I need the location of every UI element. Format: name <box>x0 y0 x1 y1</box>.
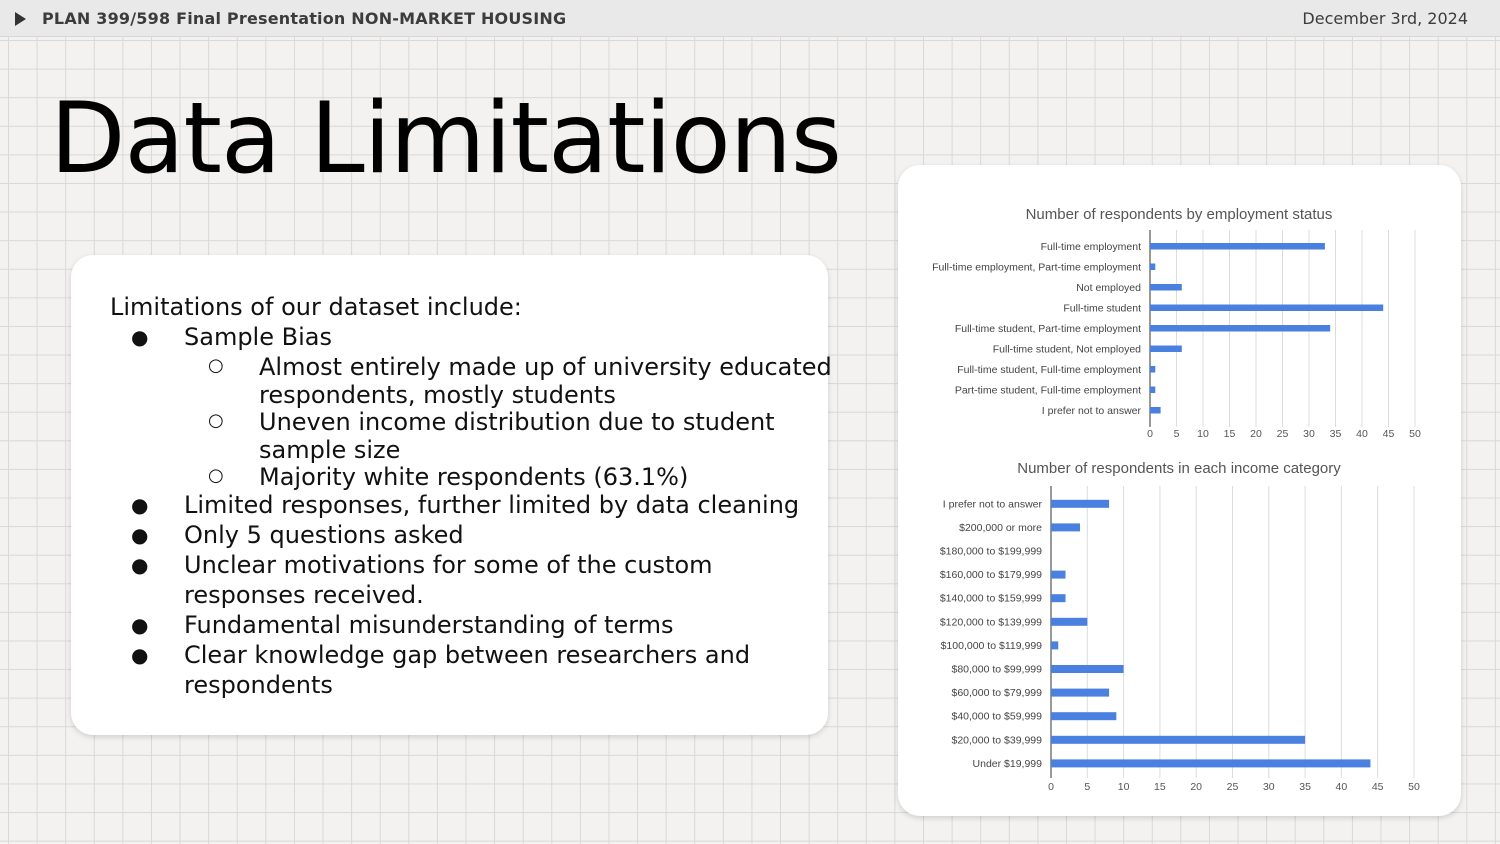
bar <box>1051 665 1124 673</box>
bar <box>1051 571 1066 579</box>
x-tick-label: 15 <box>1223 428 1236 440</box>
category-label: $20,000 to $39,999 <box>951 734 1042 747</box>
category-label: $140,000 to $159,999 <box>939 592 1042 605</box>
limitation-item-line: responses received. <box>184 580 424 609</box>
x-tick-label: 30 <box>1303 428 1315 440</box>
category-label: $40,000 to $59,999 <box>951 710 1042 723</box>
chart-title: Number of respondents in each income category <box>1017 460 1341 477</box>
page-title: Data Limitations <box>50 82 841 196</box>
bullet-icon: ● <box>131 552 149 577</box>
x-tick-label: 10 <box>1197 428 1209 440</box>
play-icon[interactable] <box>15 12 26 26</box>
limitation-item-line: Uneven income distribution due to student <box>259 408 775 436</box>
x-tick-label: 25 <box>1276 428 1289 440</box>
income-chart <box>940 460 1420 793</box>
charts-card <box>898 165 1461 816</box>
x-tick-label: 10 <box>1117 781 1130 793</box>
chart-title: Number of respondents by employment status <box>1025 206 1333 223</box>
category-label: $200,000 or more <box>959 521 1042 534</box>
bar <box>1051 594 1066 602</box>
bar <box>1150 346 1182 353</box>
bullet-icon: ● <box>131 522 149 547</box>
category-label: Full-time student, Not employed <box>992 343 1141 356</box>
bar <box>1051 712 1116 720</box>
presentation-date: December 3rd, 2024 <box>1302 9 1468 28</box>
x-tick-label: 35 <box>1299 781 1311 793</box>
bar <box>1150 305 1383 312</box>
category-label: Not employed <box>1076 281 1141 294</box>
category-label: $100,000 to $119,999 <box>940 639 1042 652</box>
x-tick-label: 30 <box>1262 781 1275 793</box>
x-tick-label: 45 <box>1382 428 1395 440</box>
category-label: $120,000 to $139,999 <box>939 616 1042 629</box>
bar <box>1150 366 1155 373</box>
x-tick-label: 0 <box>1048 781 1054 793</box>
x-tick-label: 40 <box>1356 428 1368 440</box>
top-bar <box>0 0 1500 37</box>
x-tick-label: 5 <box>1173 428 1180 440</box>
x-tick-label: 0 <box>1147 428 1153 440</box>
bar <box>1150 284 1182 291</box>
limitations-heading: Limitations of our dataset include: <box>110 293 522 321</box>
limitation-item-line: respondents, mostly students <box>259 380 616 409</box>
x-tick-label: 20 <box>1190 781 1203 793</box>
limitation-item-line: Almost entirely made up of university educated <box>259 353 832 381</box>
bar <box>1150 243 1325 250</box>
x-tick-label: 40 <box>1335 781 1348 793</box>
category-label: $180,000 to $199,999 <box>939 545 1042 558</box>
limitations-card <box>71 255 832 735</box>
sub-bullet-icon: ○ <box>208 355 224 376</box>
x-tick-label: 45 <box>1371 781 1384 793</box>
bar <box>1051 618 1087 626</box>
bullet-icon: ● <box>131 492 149 517</box>
bullet-icon: ● <box>131 325 149 349</box>
limitation-item-line: Clear knowledge gap between researchers and <box>184 640 751 669</box>
x-tick-label: 15 <box>1154 781 1166 793</box>
category-label: Full-time student <box>1063 302 1141 315</box>
presentation-title: PLAN 399/598 Final Presentation NON-MARKET HOUSING <box>42 9 567 28</box>
category-label: Under $19,999 <box>972 757 1042 770</box>
limitation-item-line: respondents <box>184 670 333 699</box>
bar <box>1051 759 1370 767</box>
bar <box>1051 500 1109 508</box>
bar <box>1150 264 1155 271</box>
x-tick-label: 50 <box>1409 428 1421 440</box>
bullet-icon: ● <box>131 642 149 667</box>
category-label: $80,000 to $99,999 <box>951 663 1042 676</box>
x-tick-label: 20 <box>1250 428 1262 440</box>
bar <box>1051 641 1058 649</box>
category-label: Full-time employment <box>1040 240 1141 253</box>
category-label: $160,000 to $179,999 <box>939 569 1042 582</box>
sub-bullet-icon: ○ <box>208 465 224 486</box>
limitation-item-line: Fundamental misunderstanding of terms <box>184 610 674 639</box>
category-label: I prefer not to answer <box>1041 404 1141 417</box>
category-label: Full-time student, Part-time employment <box>954 322 1141 335</box>
category-label: Full-time employment, Part-time employment <box>932 261 1141 274</box>
x-tick-label: 35 <box>1329 428 1342 440</box>
x-tick-label: 5 <box>1084 781 1091 793</box>
bar <box>1150 325 1330 332</box>
limitation-item-line: Unclear motivations for some of the custom <box>184 550 713 579</box>
bar <box>1051 736 1305 744</box>
category-label: Part-time student, Full-time employment <box>954 384 1141 397</box>
x-tick-label: 25 <box>1226 781 1239 793</box>
category-label: $60,000 to $79,999 <box>951 687 1042 700</box>
limitation-item-line: Only 5 questions asked <box>184 520 464 549</box>
x-tick-label: 50 <box>1408 781 1420 793</box>
limitation-item-line: Limited responses, further limited by data cleaning <box>184 490 800 519</box>
category-label: I prefer not to answer <box>942 498 1042 511</box>
sub-bullet-icon: ○ <box>208 410 224 431</box>
bar <box>1051 689 1109 697</box>
charts-svg <box>898 165 1461 816</box>
limitation-item-line: Sample Bias <box>184 323 332 351</box>
bar <box>1150 387 1155 394</box>
bullet-icon: ● <box>131 612 149 637</box>
limitation-item-line: Majority white respondents (63.1%) <box>259 463 689 491</box>
bar <box>1051 523 1080 531</box>
category-label: Full-time student, Full-time employment <box>957 363 1141 376</box>
limitation-item-line: sample size <box>259 435 401 464</box>
bar <box>1150 407 1161 414</box>
employment-chart <box>932 206 1421 440</box>
